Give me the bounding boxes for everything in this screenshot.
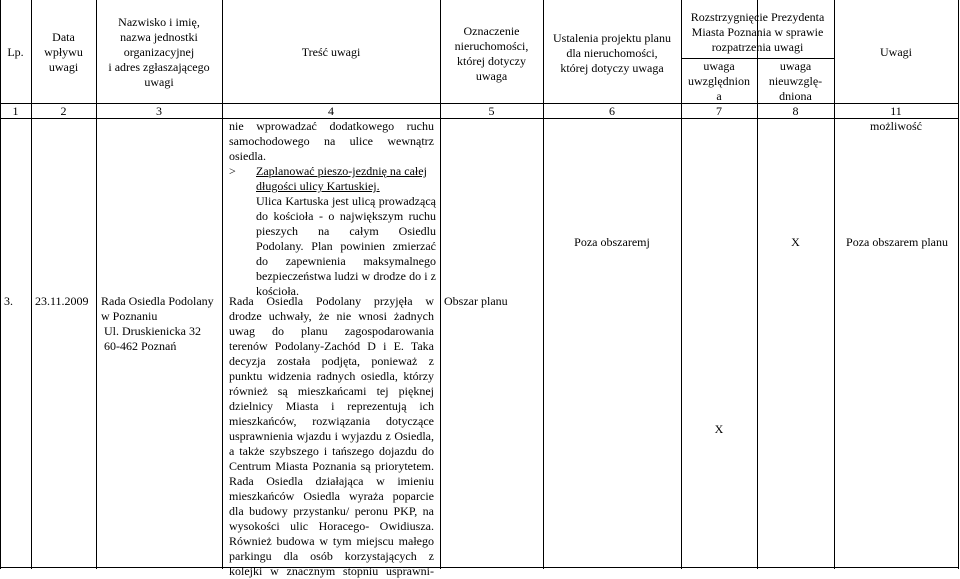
column-number: 4 [328, 104, 334, 118]
column-number: 1 [12, 104, 19, 118]
prev-content-line: osiedla. [229, 149, 266, 163]
column-number: 3 [156, 104, 162, 118]
table-bottom-border [0, 567, 959, 568]
header-plan: Ustalenia projektu planu dla nieruchomości, której dotyczy uwaga [553, 31, 671, 75]
header-property: Oznaczenie nieruchomości, której dotyczy uwaga [454, 24, 529, 83]
row3-date: 23.11.2009 [35, 294, 89, 308]
column-number: 2 [60, 104, 67, 118]
prev-content-line: Ulica Kartuska jest ulicą prowadzącą [256, 194, 436, 208]
row3-content-line: Rada Osiedla Podolany przyjęła w [229, 294, 434, 308]
row3-lp: 3. [4, 294, 13, 308]
header-lp: Lp. [7, 45, 24, 59]
prev-content-line: długości ulicy Kartuskiej. [256, 179, 380, 193]
table-border-left [0, 0, 1, 569]
prev-content-line: pieszych na całym Osiedlu [256, 224, 436, 238]
row3-content-line: Rada Osiedla działająca w imieniu [229, 474, 434, 488]
row3-content-line: mieszkańców Osiedla wyraża poparcie [229, 489, 434, 503]
prev-rejected-mark: X [791, 235, 800, 249]
prev-remarks: Poza obszarem planu [846, 235, 948, 249]
column-number: 7 [716, 104, 722, 118]
column-divider [31, 0, 32, 569]
column-number: 11 [890, 104, 902, 118]
header-content: Treść uwagi [301, 45, 361, 59]
prev-content-line: bezpieczeństwa ludzi w drodze do i z [256, 269, 436, 283]
row3-content-line: decyzja została podjęta, ponieważ z [229, 354, 434, 368]
row3-content-line: Centrum Miasta Poznania są priorytetem. [229, 459, 434, 473]
row3-submitter: Rada Osiedla Podolany w Poznaniu Ul. Druskienicka 32 60-462 Poznań [101, 294, 214, 353]
row3-content-line: wysokości ulic Horacego- Owidiusza. [229, 519, 434, 533]
header-remarks: Uwagi [880, 45, 912, 59]
column-divider [543, 0, 544, 569]
row3-content-line: kolejki w znacznym stopniu usprawni- [229, 564, 434, 578]
prev-content-line: Zaplanować pieszo-jezdnię na całej [256, 164, 427, 178]
prev-content-line: kościoła. [256, 284, 299, 298]
row3-content-line: mieszkańców, rozwiązania dotyczące [229, 414, 434, 428]
row3-content-line: dla budowy przystanku/ peronu PKP, na [229, 504, 434, 518]
prev-content-line: samochodowego na ulice wewnątrz [229, 134, 434, 148]
prev-content-line: do kościoła - o największym ruchu [256, 209, 436, 223]
bullet-marker: > [229, 164, 236, 178]
header-rejected: uwaga nieuwzglę- dniona [768, 59, 823, 103]
header-date: Data wpływu uwagi [44, 30, 83, 74]
row3-content-line: drodze uchwały, że nie wnosi żadnych [229, 309, 434, 323]
column-number: 8 [792, 104, 799, 118]
column-number: 6 [609, 104, 615, 118]
row3-content-line: terenów Podolany-Zachód D i E. Taka [229, 339, 434, 353]
row3-content-line: a także szybszego i tańszego dojazdu do [229, 444, 434, 458]
prev-content-line: do zapewnienia maksymalnego [256, 254, 436, 268]
header-submitter: Nazwisko i imię, nazwa jednostki organizacyjnej i adres zgłaszającego uwagi [108, 15, 210, 89]
row3-property: Obszar planu [444, 294, 508, 308]
column-divider [440, 0, 441, 569]
prev-content-line: nie wprowadzać dodatkowego ruchu [229, 119, 434, 133]
table-border-right [958, 0, 959, 569]
prev-plan-value: Poza obszaremj [574, 235, 650, 249]
header-resolution: Rozstrzygnięcie Prezydenta Miasta Poznania w sprawie rozpatrzenia uwagi [690, 10, 825, 54]
row3-content-line: parkingu dla osób korzystających z [229, 549, 434, 563]
column-divider [222, 0, 223, 569]
row3-accepted-mark: X [714, 422, 724, 436]
row3-content-line: dzielnicy Miasta i reprezentują ich [229, 399, 434, 413]
column-number: 5 [488, 104, 495, 118]
row3-content-line: uwag do planu zagospodarowania [229, 324, 434, 338]
prev-content-line: Podolany. Plan powinien zmierzać [256, 239, 436, 253]
row3-content-line: Również budowa w tym miejscu małego [229, 534, 434, 548]
column-divider [834, 0, 835, 569]
row3-content-line: również są mieszkańcami tej pięknej [229, 384, 434, 398]
header-accepted: uwaga uwzględnion a [688, 59, 750, 103]
prev-remarks-top: możliwość [870, 119, 922, 133]
row3-content-line: punktu widzenia radnych osiedla, którzy [229, 369, 434, 383]
row3-content-line: usprawnienia wjazdu i wyjazdu z Osiedla, [229, 429, 434, 443]
